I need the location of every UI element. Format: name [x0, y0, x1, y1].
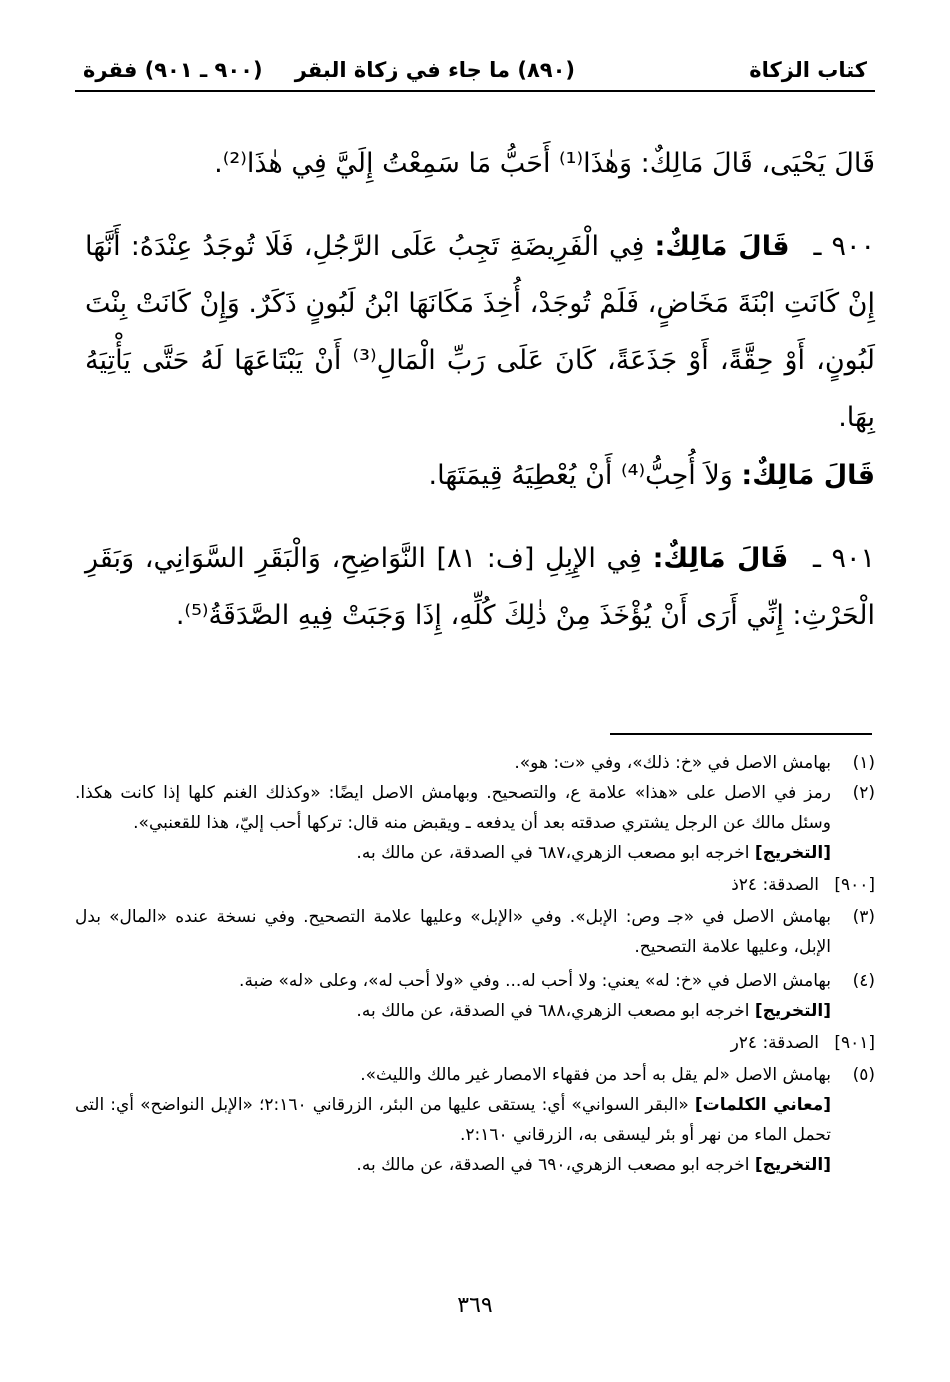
section-901	[75, 1028, 875, 1058]
footnote-5-mark: (٥)	[852, 1065, 875, 1085]
paragraph-901-number: ٩٠١ ـ	[812, 543, 876, 574]
paragraph-901	[85, 530, 875, 644]
paragraph-901-speaker: قَالَ مَالِكٌ:	[652, 543, 789, 574]
section-900	[75, 870, 875, 900]
paragraph-901-text: فِي الإِبِلِ [ف: ٨١] النَّوَاضِحِ، وَالْبَقَرِ السَّوَانِي، وَبَقَرِ الْحَرْثِ: إِنِّي أَرَى أَنْ يُؤْخَذَ مِنْ ذٰلِكَ كُلِّهِ، إِذَا وَجَبَتْ فِيهِ الصَّدَقَةُ⁽⁵⁾.	[85, 543, 875, 631]
header-rule	[75, 90, 875, 92]
footnote-1	[75, 748, 875, 778]
paragraph-3	[85, 447, 875, 504]
footnote-4-takhrij-label: [التخريج]	[754, 1001, 831, 1021]
paragraph-1-text: قَالَ يَحْيَى، قَالَ مَالِكٌ: وَهٰذَا⁽¹⁾ أَحَبُّ مَا سَمِعْتُ إِلَيَّ فِي هٰذَا⁽²⁾.	[214, 148, 875, 179]
footnote-4-takhrij: اخرجه ابو مصعب الزهري،٦٨٨ في الصدقة، عن مالك به.	[356, 1001, 750, 1021]
paragraph-900-speaker: قَالَ مَالِكٌ:	[654, 231, 790, 262]
paragraph-900	[85, 218, 875, 446]
paragraph-3-text: وَلاَ أُحِبُّ⁽⁴⁾ أَنْ يُعْطِيَهُ قِيمَتَهَا.	[428, 460, 733, 491]
section-900-mark: [٩٠٠]	[834, 875, 875, 895]
footnotes	[75, 748, 875, 1180]
footnote-5	[75, 1060, 875, 1180]
section-901-mark: [٩٠١]	[834, 1033, 875, 1053]
footnote-5-takhrij: اخرجه ابو مصعب الزهري،٦٩٠ في الصدقة، عن مالك به.	[356, 1155, 750, 1175]
running-header	[75, 52, 875, 92]
footnote-4-mark: (٤)	[852, 971, 875, 991]
footnote-5-text: بهامش الاصل «لم يقل به أحد من فقهاء الامصار غير مالك والليث».	[360, 1065, 831, 1085]
footnote-5-takhrij-label: [التخريج]	[754, 1155, 831, 1175]
footnote-4-text: بهامش الاصل في «خ: له» يعني: ولا أحب له... وفي «ولا أحب له»، وعلى «له» ضبة.	[239, 971, 831, 991]
footnote-1-text: بهامش الاصل في «خ: ذلك»، وفي «ت: هو».	[514, 753, 831, 773]
paragraph-900-number: ٩٠٠ ـ	[813, 231, 875, 262]
footnote-separator	[610, 733, 872, 735]
footnote-2-text: رمز في الاصل على «هذا» علامة ع، والتصحيح. وبهامش الاصل ايضًا: «وكذلك الغنم كلها إذا كانت هكذا. وسئل مالك عن الرجل يشتري صدقته بعد أن يدفعه ـ ويقبض منه قال: تركها أحب إليّ، هذا للقعنبي».	[75, 783, 831, 833]
paragraph-3-speaker: قَالَ مَالِكٌ:	[741, 460, 875, 491]
footnote-2-takhrij-label: [التخريج]	[754, 843, 831, 863]
chapter-title: (٨٩٠) ما جاء في زكاة البقر	[294, 58, 575, 82]
paragraph-range: (٩٠٠ ـ ٩٠١) فقرة	[83, 58, 263, 82]
footnote-2	[75, 778, 875, 868]
footnote-5-meanings-label: [معاني الكلمات]	[694, 1095, 831, 1115]
footnote-3-mark: (٣)	[852, 907, 875, 927]
footnote-2-mark: (٢)	[852, 783, 875, 803]
footnote-1-mark: (١)	[852, 753, 875, 773]
page-number: ٣٦٩	[457, 1293, 493, 1318]
footnote-5-meanings: «البقر السواني» أي: يستقى عليها من البئر، الزرقاني ٢:١٦٠؛ «الإبل النواضح» أي: التى تحمل الماء من نهر أو بئر ليسقى به، الزرقاني ٢:١٦٠.	[75, 1095, 831, 1145]
paragraph-1	[85, 135, 875, 192]
paragraph-900-text: فِي الْفَرِيضَةِ تَجِبُ عَلَى الرَّجُلِ، فَلَا تُوجَدُ عِنْدَهُ: أَنَّهَا إِنْ كَانَتِ ابْنَةَ مَخَاضٍ، فَلَمْ تُوجَدْ، أُخِذَ مَكَانَهَا ابْنُ لَبُونٍ ذَكَرٌ. وَإِنْ كَانَتْ بِنْتَ لَبُونٍ، أَوْ حِقَّةً، أَوْ جَذَعَةً، كَانَ عَلَى رَبِّ الْمَالِ⁽³⁾ أَنْ يَبْتَاعَهَا لَهُ حَتَّى يَأْتِيَهُ بِهَا.	[85, 231, 875, 433]
footnote-3	[75, 902, 875, 962]
footnote-4	[75, 966, 875, 1026]
footnote-3-text: بهامش الاصل في «جـ وص: الإبل». وفي «الإبل» وعليها علامة التصحيح. وفي نسخة عنده «المال» بدل الإبل، وعليها علامة التصحيح.	[75, 907, 831, 957]
book-title: كتاب الزكاة	[749, 58, 867, 82]
section-900-text: الصدقة: ٢٤ذ	[731, 875, 819, 895]
section-901-text: الصدقة: ٢٤ر	[730, 1033, 819, 1053]
footnote-2-takhrij: اخرجه ابو مصعب الزهري،٦٨٧ في الصدقة، عن مالك به.	[356, 843, 750, 863]
